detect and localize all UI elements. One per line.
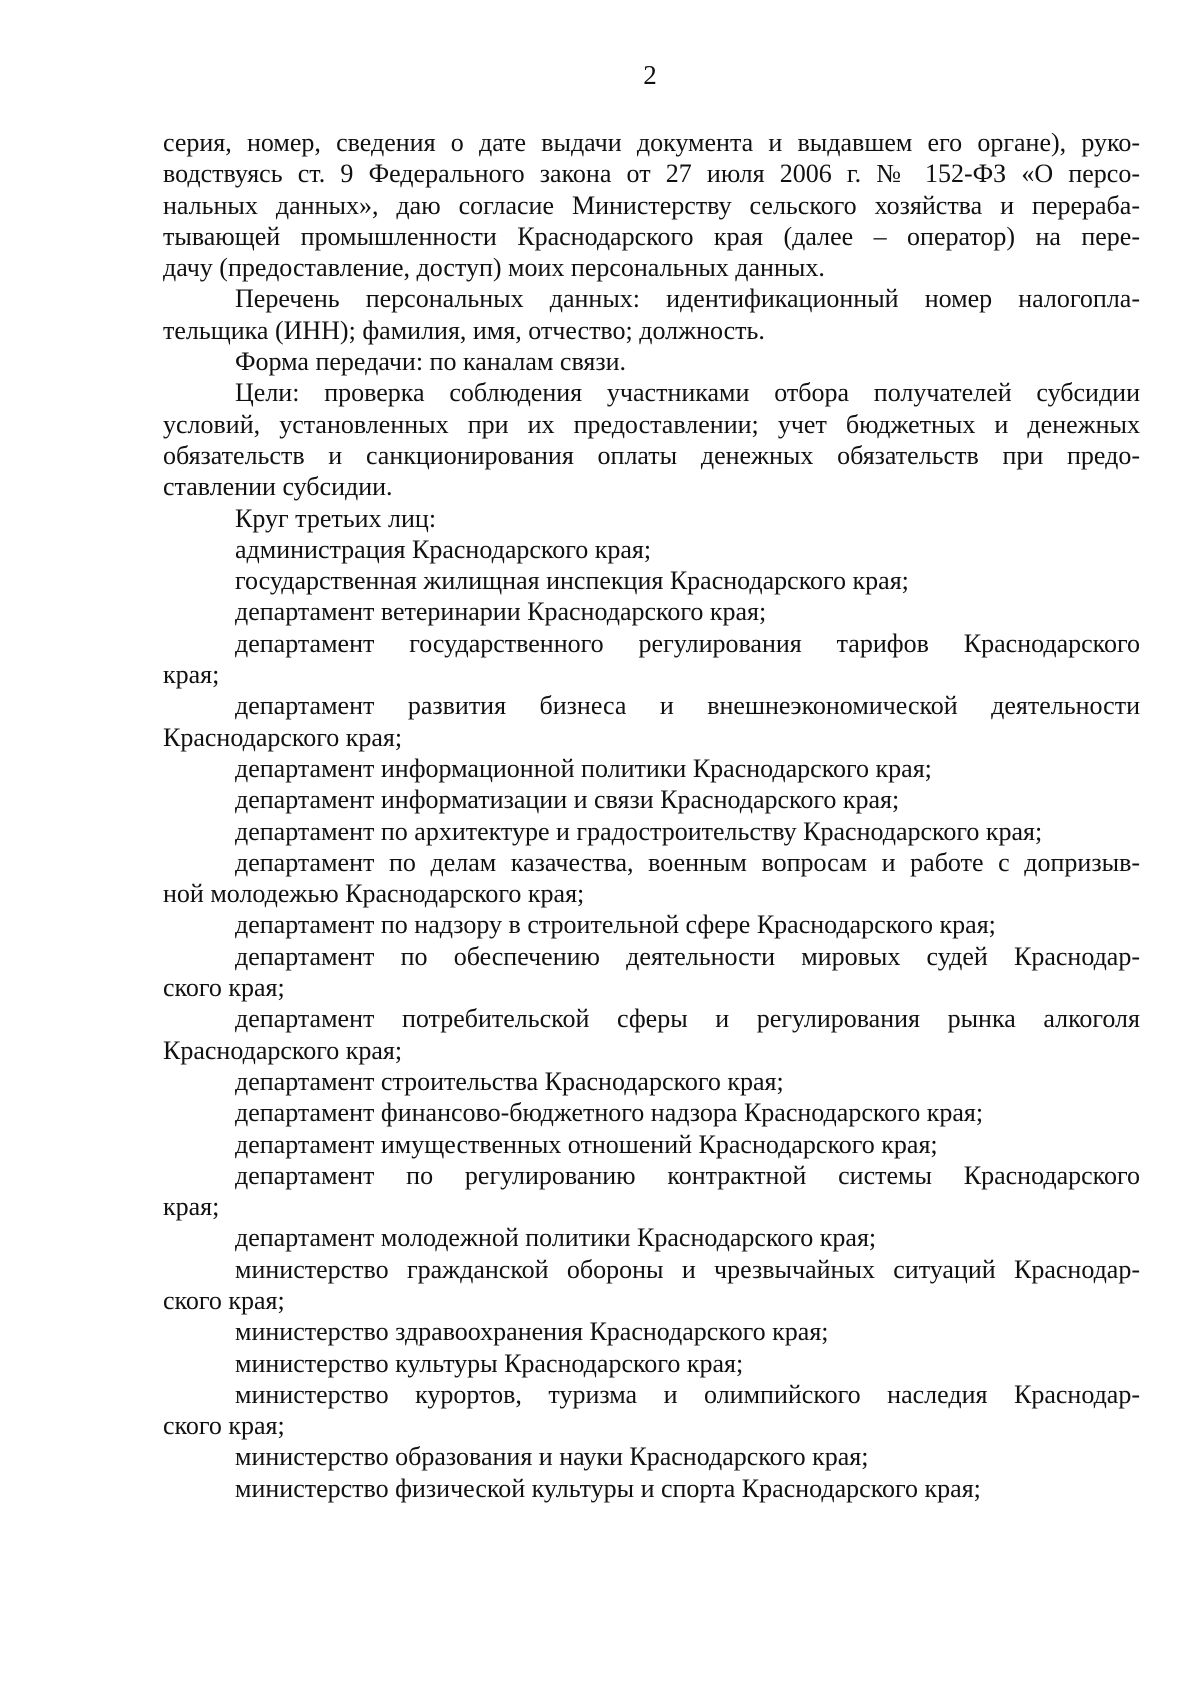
text-line: обязательств и санкционирования оплаты денежных обязательств при предо- [163, 440, 1140, 470]
text-line: края; [163, 660, 220, 690]
text-line: министерство физической культуры и спорта Краснодарского края; [235, 1473, 981, 1503]
text-line: департамент государственного регулирования тарифов Краснодарского [235, 628, 1140, 658]
text-line: Краснодарского края; [163, 722, 403, 752]
text-line: водствуясь ст. 9 Федерального закона от 27 июля 2006 г. № 152-ФЗ «О персо- [163, 159, 1140, 189]
text-line: Краснодарского края; [163, 1035, 403, 1065]
text-line: ского края; [163, 973, 285, 1003]
text-line: департамент имущественных отношений Краснодарского края; [235, 1129, 938, 1159]
text-line: департамент ветеринарии Краснодарского края; [235, 597, 767, 627]
text-line: государственная жилищная инспекция Краснодарского края; [235, 566, 909, 596]
text-line: ского края; [163, 1285, 285, 1315]
text-line: тывающей промышленности Краснодарского края (далее – оператор) на пере- [163, 221, 1140, 251]
text-line: администрация Краснодарского края; [235, 534, 652, 564]
text-line: ского края; [163, 1411, 285, 1441]
text-line: министерство образования и науки Краснодарского края; [235, 1442, 869, 1472]
text-line: нальных данных», даю согласие Министерству сельского хозяйства и перераба- [163, 190, 1140, 220]
text-line: департамент потребительской сферы и регулирования рынка алкоголя [235, 1004, 1140, 1034]
text-line: Круг третьих лиц: [235, 503, 437, 533]
text-line: министерство культуры Краснодарского края; [235, 1348, 744, 1378]
text-line: Форма передачи: по каналам связи. [235, 347, 627, 377]
text-line: Цели: проверка соблюдения участниками отбора получателей субсидии [235, 378, 1140, 408]
text-line: департамент финансово-бюджетного надзора Краснодарского края; [235, 1098, 984, 1128]
text-line: тельщика (ИНН); фамилия, имя, отчество; должность. [163, 315, 765, 345]
text-line: департамент по архитектуре и градостроительству Краснодарского края; [235, 816, 1043, 846]
text-line: ной молодежью Краснодарского края; [163, 879, 585, 909]
document-body [163, 127, 1140, 1504]
text-line: дачу (предоставление, доступ) моих персональных данных. [163, 253, 825, 283]
text-line: условий, установленных при их предоставлении; учет бюджетных и денежных [163, 409, 1140, 439]
text-line: департамент информационной политики Краснодарского края; [235, 753, 932, 783]
text-line: министерство здравоохранения Краснодарского края; [235, 1317, 829, 1347]
text-line: министерство курортов, туризма и олимпийского наследия Краснодар- [235, 1379, 1140, 1409]
text-line: министерство гражданской обороны и чрезвычайных ситуаций Краснодар- [235, 1254, 1140, 1284]
text-line: Перечень персональных данных: идентификационный номер налогопла- [235, 284, 1140, 314]
text-line: департамент развития бизнеса и внешнеэкономической деятельности [235, 691, 1140, 721]
text-line: департамент молодежной политики Краснодарского края; [235, 1223, 877, 1253]
page-number: 2 [643, 60, 657, 90]
text-line: департамент по обеспечению деятельности мировых судей Краснодар- [235, 941, 1140, 971]
text-line: департамент по надзору в строительной сфере Краснодарского края; [235, 910, 996, 940]
text-line: серия, номер, сведения о дате выдачи документа и выдавшем его органе), руко- [163, 128, 1140, 157]
text-line: департамент информатизации и связи Краснодарского края; [235, 785, 900, 815]
text-line: края; [163, 1192, 220, 1222]
text-line: департамент строительства Краснодарского края; [235, 1066, 784, 1096]
text-line: департамент по делам казачества, военным вопросам и работе с допризыв- [235, 847, 1140, 877]
text-line: департамент по регулированию контрактной системы Краснодарского [235, 1160, 1140, 1190]
text-line: ставлении субсидии. [163, 472, 393, 502]
